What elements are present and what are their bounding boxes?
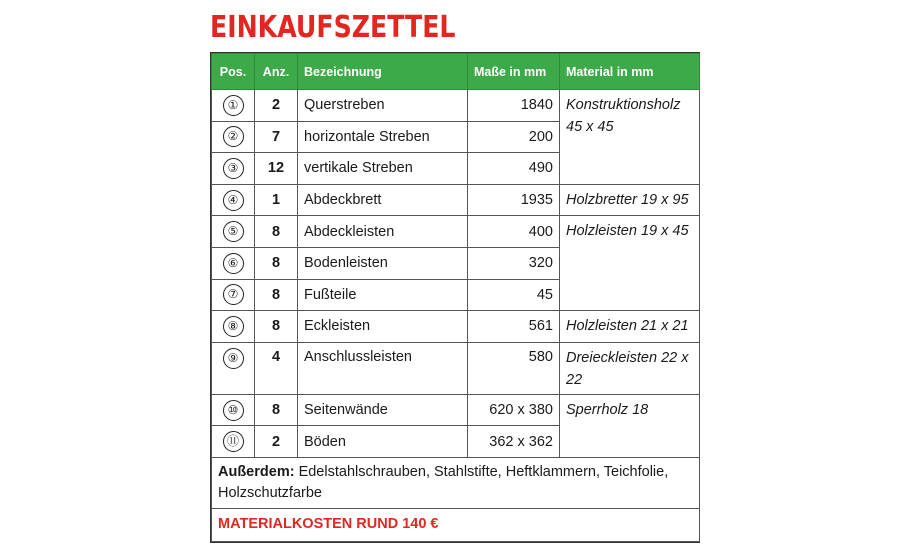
description-cell: Bodenleisten: [298, 247, 468, 279]
extras-text: Edelstahlschrauben, Stahlstifte, Heftklammern, Teichfolie, Holzschutzfarbe: [218, 463, 669, 501]
header-masse: Maße in mm: [468, 54, 560, 90]
position-number: ⑨: [223, 348, 244, 369]
dimension-cell: 561: [468, 311, 560, 343]
extras-row: [212, 457, 700, 508]
description-cell: horizontale Streben: [298, 121, 468, 153]
material-cell: Holzleisten 19 x 45: [560, 216, 700, 311]
header-anz: Anz.: [255, 54, 298, 90]
material-cell: Sperrholz 18: [560, 394, 700, 457]
description-cell: Querstreben: [298, 90, 468, 122]
dimension-cell: 362 x 362: [468, 426, 560, 458]
table-row: [212, 311, 700, 343]
position-number: ⑩: [223, 400, 244, 421]
extras-label: Außerdem:: [218, 463, 295, 480]
quantity-cell: 4: [255, 342, 298, 394]
shopping-list-table: [210, 52, 700, 543]
position-number: ④: [223, 190, 244, 211]
quantity-cell: 1: [255, 184, 298, 216]
dimension-cell: 200: [468, 121, 560, 153]
cost-row: [212, 508, 700, 541]
header-bezeichnung: Bezeichnung: [298, 54, 468, 90]
table-row: [212, 394, 700, 426]
position-number: ⑦: [223, 284, 244, 305]
description-cell: Abdeckbrett: [298, 184, 468, 216]
position-number: ③: [223, 158, 244, 179]
quantity-cell: 8: [255, 394, 298, 426]
description-cell: Seitenwände: [298, 394, 468, 426]
position-number: ⑤: [223, 221, 244, 242]
position-number: ⑧: [223, 316, 244, 337]
material-cost: MATERIALKOSTEN RUND 140 €: [212, 508, 700, 541]
quantity-cell: 12: [255, 153, 298, 185]
table-row: [212, 90, 700, 122]
description-cell: Fußteile: [298, 279, 468, 311]
material-cell: Dreieckleisten 22 x 22: [560, 342, 700, 394]
material-cell: Konstruktionsholz 45 x 45: [560, 90, 700, 185]
position-number: ①: [223, 95, 244, 116]
dimension-cell: 580: [468, 342, 560, 394]
dimension-cell: 620 x 380: [468, 394, 560, 426]
dimension-cell: 1935: [468, 184, 560, 216]
quantity-cell: 8: [255, 216, 298, 248]
dimension-cell: 45: [468, 279, 560, 311]
position-number: ②: [223, 126, 244, 147]
dimension-cell: 400: [468, 216, 560, 248]
description-cell: Abdeckleisten: [298, 216, 468, 248]
quantity-cell: 2: [255, 426, 298, 458]
position-number: ⑪: [223, 431, 244, 452]
dimension-cell: 490: [468, 153, 560, 185]
description-cell: Eckleisten: [298, 311, 468, 343]
extras-cell: [212, 457, 700, 508]
table-row: [212, 342, 700, 394]
page-title: EINKAUFSZETTEL: [210, 10, 456, 45]
header-material: Material in mm: [560, 54, 700, 90]
table-row: [212, 216, 700, 248]
table-row: [212, 184, 700, 216]
description-cell: Böden: [298, 426, 468, 458]
dimension-cell: 1840: [468, 90, 560, 122]
position-number: ⑥: [223, 253, 244, 274]
description-cell: Anschlussleisten: [298, 342, 468, 394]
header-pos: Pos.: [212, 54, 255, 90]
material-cell: Holzbretter 19 x 95: [560, 184, 700, 216]
description-cell: vertikale Streben: [298, 153, 468, 185]
quantity-cell: 8: [255, 247, 298, 279]
material-cell: Holzleisten 21 x 21: [560, 311, 700, 343]
quantity-cell: 8: [255, 311, 298, 343]
quantity-cell: 2: [255, 90, 298, 122]
table-header-row: [212, 54, 700, 90]
quantity-cell: 8: [255, 279, 298, 311]
dimension-cell: 320: [468, 247, 560, 279]
quantity-cell: 7: [255, 121, 298, 153]
